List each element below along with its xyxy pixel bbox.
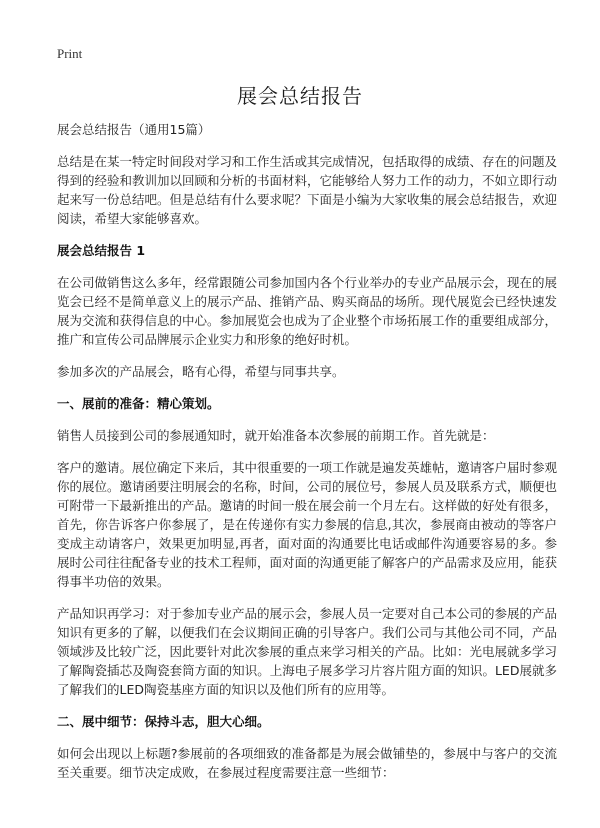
page-title: 展会总结报告 bbox=[237, 84, 363, 108]
paragraph-1: 在公司做销售这么多年，经常跟随公司参加国内各个行业举办的专业产品展示会，现在的展览会已经不是简单意义上的展示产品、推销产品、购买商品的场所。现代展览会已经快速发展为交流和获得信息的中心。参加展览会也成为了企业整个市场拓展工作的重要组成部分，推广和宣传公司品牌展示企业实力和形象的绝好时机。 bbox=[57, 275, 558, 347]
section-heading-1: 展会总结报告 1 bbox=[57, 243, 146, 258]
paragraph-2: 参加多次的产品展会，略有心得，希望与同事共享。 bbox=[57, 364, 345, 379]
print-link[interactable]: Print bbox=[57, 46, 83, 61]
paragraph-5: 产品知识再学习：对于参加专业产品的展示会，参展人员一定要对自己本公司的参展的产品知识有更多的了解，以便我们在会议期间正确的引导客户。我们公司与其他公司不同，产品领域涉及比较广泛，因此要针对此次参展的重点来学习相关的产品。比如：光电展就多学习了解陶瓷插芯及陶瓷套筒方面的知识。上海电子展多学习片容片阻方面的知识。LED展就多了解我们的LED陶瓷基座方面的知识以及他们所有的应用等。 bbox=[57, 606, 558, 697]
paragraph-6: 如何会出现以上标题?参展前的各项细致的准备都是为展会做铺垫的，参展中与客户的交流至关重要。细节决定成败，在参展过程度需要注意一些细节： bbox=[57, 746, 557, 780]
intro-paragraph: 总结是在某一特定时间段对学习和工作生活或其完成情况，包括取得的成绩、存在的问题及得到的经验和教训加以回顾和分析的书面材料，它能够给人努力工作的动力，不如立即行动起来写一份总结吧。但是总结有什么要求呢？下面是小编为大家收集的展会总结报告，欢迎阅读，希望大家能够喜欢。 bbox=[57, 154, 558, 226]
document-body bbox=[57, 120, 557, 795]
subheading-details: 二、展中细节：保持斗志，胆大心细。 bbox=[57, 714, 270, 729]
paragraph-3: 销售人员接到公司的参展通知时，就开始准备本次参展的前期工作。首先就是： bbox=[57, 428, 495, 443]
subheading-preparation: 一、展前的准备：精心策划。 bbox=[57, 396, 220, 411]
document-subtitle: 展会总结报告（通用15篇） bbox=[57, 122, 211, 137]
paragraph-4: 客户的邀请。展位确定下来后，其中很重要的一项工作就是遍发英雄帖，邀请客户届时参观你的展位。邀请函要注明展会的名称，时间，公司的展位号，参展人员及联系方式，顺便也可附带一下最新推出的产品。邀请的时间一般在展会前一个月左右。这样做的好处有很多，首先，你告诉客户你参展了，是在传递你有实力参展的信息,其次，参展商由被动的等客户变成主动请客户，效果更加明显,再者，面对面的沟通要比电话或邮件沟通要容易的多。参展时公司往往配备专业的技术工程师，面对面的沟通更能了解客户的产品需求及应用，能获得事半功倍的效果。 bbox=[57, 460, 558, 589]
